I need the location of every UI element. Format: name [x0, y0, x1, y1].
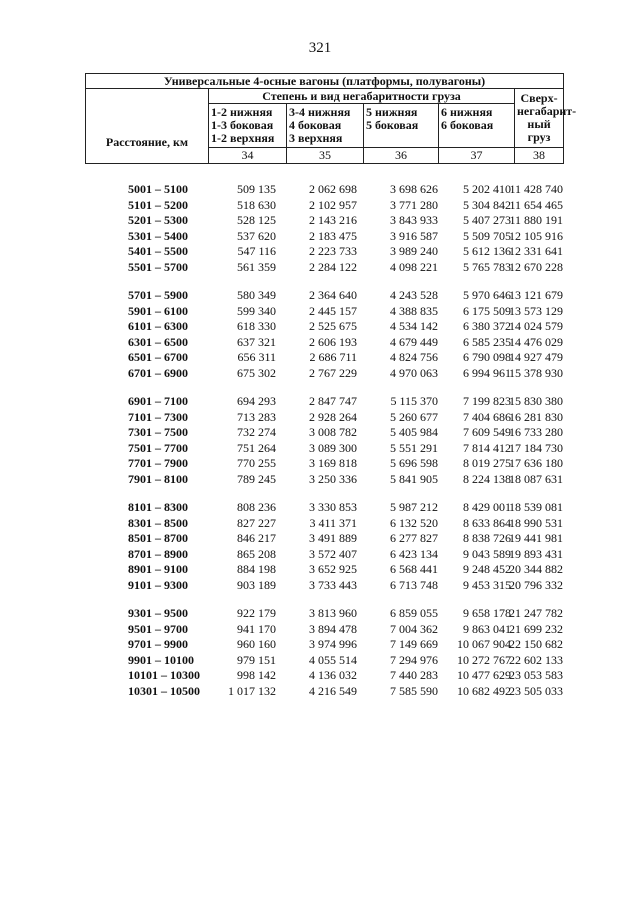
table-row [85, 366, 563, 382]
value-38: 22 602 133 [509, 652, 563, 667]
col-number-35: 35 [287, 148, 364, 164]
distance-range: 5701 – 5900 [128, 288, 188, 302]
table-row [85, 319, 563, 335]
col-number-37: 37 [439, 148, 515, 164]
value-36: 3 916 587 [390, 228, 438, 243]
value-37: 7 404 686 [463, 409, 511, 424]
value-36: 7 440 283 [390, 668, 438, 682]
value-35: 2 686 711 [309, 350, 357, 364]
table-title: Универсальные 4-осные вагоны (платформы, полувагоны) [86, 74, 564, 89]
row-group [85, 394, 563, 487]
value-34: 922 179 [237, 606, 276, 620]
value-35: 3 008 782 [309, 425, 357, 439]
value-37: 5 202 410 [463, 182, 511, 196]
col-header-34: 1-2 нижняя 1-3 боковая 1-2 верхняя [209, 104, 287, 148]
value-36: 3 843 933 [390, 213, 438, 227]
table-row [85, 472, 563, 488]
distance-range: 6901 – 7100 [128, 394, 188, 408]
distance-range: 7501 – 7700 [128, 440, 188, 455]
value-37: 8 633 864 [463, 515, 511, 530]
value-35: 3 813 960 [309, 606, 357, 620]
col-header-35: 3-4 нижняя 4 боковая 3 верхняя [287, 104, 364, 148]
table-row [85, 684, 563, 700]
table-row [85, 516, 563, 532]
value-35: 2 364 640 [309, 288, 357, 302]
distance-range: 5901 – 6100 [128, 303, 188, 318]
table-row [85, 260, 563, 276]
value-38: 18 539 081 [509, 500, 563, 514]
value-34: 1 017 132 [228, 683, 276, 698]
value-35: 4 055 514 [309, 652, 357, 667]
value-38: 13 121 679 [509, 288, 563, 302]
distance-range: 8301 – 8500 [128, 515, 188, 530]
value-34: 789 245 [237, 471, 276, 486]
value-38: 11 654 465 [509, 197, 563, 212]
value-37: 6 790 098 [463, 350, 511, 364]
table-row [85, 547, 563, 563]
distance-range: 6701 – 6900 [128, 365, 188, 380]
table-row [85, 606, 563, 622]
table-body [85, 182, 563, 712]
distance-range: 8701 – 8900 [128, 546, 188, 561]
value-37: 7 609 549 [463, 425, 511, 439]
distance-range: 9501 – 9700 [128, 621, 188, 636]
value-35: 2 183 475 [309, 228, 357, 243]
value-35: 3 894 478 [309, 621, 357, 636]
row-group [85, 606, 563, 699]
distance-range: 8101 – 8300 [128, 500, 188, 514]
distance-range: 10101 – 10300 [128, 668, 200, 682]
value-36: 4 824 756 [390, 350, 438, 364]
value-34: 528 125 [237, 213, 276, 227]
distance-range: 8501 – 8700 [128, 531, 188, 545]
value-35: 2 062 698 [309, 182, 357, 196]
row-group [85, 288, 563, 381]
value-36: 4 679 449 [390, 334, 438, 349]
value-38: 12 670 228 [509, 259, 563, 274]
value-34: 884 198 [237, 562, 276, 576]
value-36: 5 260 677 [390, 409, 438, 424]
value-37: 10 682 492 [457, 683, 511, 698]
value-37: 5 612 136 [463, 244, 511, 258]
value-36: 4 243 528 [390, 288, 438, 302]
value-37: 5 304 842 [463, 197, 511, 212]
value-35: 3 572 407 [309, 546, 357, 561]
value-38: 11 428 740 [509, 182, 563, 196]
value-38: 21 699 232 [509, 621, 563, 636]
value-35: 3 250 336 [309, 471, 357, 486]
value-37: 6 380 372 [463, 319, 511, 333]
value-37: 9 248 452 [463, 562, 511, 576]
value-34: 580 349 [237, 288, 276, 302]
value-38: 17 184 730 [509, 440, 563, 455]
value-38: 15 378 930 [509, 365, 563, 380]
value-38: 12 105 916 [509, 228, 563, 243]
value-35: 4 136 032 [309, 668, 357, 682]
table-row [85, 244, 563, 260]
value-37: 9 658 178 [463, 606, 511, 620]
value-38: 14 476 029 [509, 334, 563, 349]
value-34: 675 302 [237, 365, 276, 380]
value-35: 3 733 443 [309, 577, 357, 592]
value-34: 656 311 [237, 350, 276, 364]
value-36: 4 534 142 [390, 319, 438, 333]
value-37: 5 509 705 [463, 228, 511, 243]
distance-range: 8901 – 9100 [128, 562, 188, 576]
table-row [85, 653, 563, 669]
table-row [85, 622, 563, 638]
table-row [85, 350, 563, 366]
value-37: 8 429 001 [463, 500, 511, 514]
value-38: 11 880 191 [509, 213, 563, 227]
table-subtitle: Степень и вид негабаритности груза [209, 89, 515, 104]
value-34: 599 340 [237, 303, 276, 318]
col-number-34: 34 [209, 148, 287, 164]
value-38: 19 441 981 [509, 531, 563, 545]
table-row [85, 441, 563, 457]
value-34: 518 630 [237, 197, 276, 212]
value-36: 3 698 626 [390, 182, 438, 196]
value-38: 19 893 431 [509, 546, 563, 561]
value-36: 6 132 520 [390, 515, 438, 530]
value-37: 7 199 823 [463, 394, 511, 408]
table-row [85, 335, 563, 351]
value-34: 561 359 [237, 259, 276, 274]
value-37: 5 765 783 [463, 259, 511, 274]
value-38: 12 331 641 [509, 244, 563, 258]
value-34: 713 283 [237, 409, 276, 424]
distance-range: 7101 – 7300 [128, 409, 188, 424]
value-34: 960 160 [237, 637, 276, 651]
value-35: 3 974 996 [309, 637, 357, 651]
table-row [85, 562, 563, 578]
distance-range: 9301 – 9500 [128, 606, 188, 620]
value-35: 3 169 818 [309, 456, 357, 470]
distance-range: 5501 – 5700 [128, 259, 188, 274]
value-34: 618 330 [237, 319, 276, 333]
distance-header: Расстояние, км [86, 89, 209, 164]
value-35: 2 928 264 [309, 409, 357, 424]
distance-range: 7301 – 7500 [128, 425, 188, 439]
value-36: 6 568 441 [390, 562, 438, 576]
value-38: 20 344 882 [509, 562, 563, 576]
distance-range: 9101 – 9300 [128, 577, 188, 592]
value-35: 4 216 549 [309, 683, 357, 698]
value-35: 2 102 957 [309, 197, 357, 212]
value-36: 7 004 362 [390, 621, 438, 636]
value-38: 14 024 579 [509, 319, 563, 333]
value-36: 6 277 827 [390, 531, 438, 545]
col-header-37: 6 нижняя 6 боковая [439, 104, 515, 148]
value-37: 10 477 629 [457, 668, 511, 682]
value-36: 5 841 905 [390, 471, 438, 486]
table-row [85, 198, 563, 214]
col-number-36: 36 [364, 148, 439, 164]
value-36: 3 989 240 [390, 244, 438, 258]
value-36: 7 585 590 [390, 683, 438, 698]
distance-range: 5101 – 5200 [128, 197, 188, 212]
value-34: 941 170 [237, 621, 276, 636]
value-38: 18 087 631 [509, 471, 563, 486]
value-34: 865 208 [237, 546, 276, 561]
col-header-38: Сверх- негабарит- ный груз [515, 89, 564, 148]
value-34: 903 189 [237, 577, 276, 592]
value-35: 3 411 371 [309, 515, 357, 530]
table-row [85, 637, 563, 653]
distance-range: 5401 – 5500 [128, 244, 188, 258]
value-36: 4 098 221 [390, 259, 438, 274]
table-row [85, 410, 563, 426]
value-35: 2 284 122 [309, 259, 357, 274]
page-number: 321 [308, 40, 332, 56]
value-38: 17 636 180 [509, 456, 563, 470]
value-34: 694 293 [237, 394, 276, 408]
value-37: 6 585 235 [463, 334, 511, 349]
value-34: 637 321 [237, 334, 276, 349]
value-34: 537 620 [237, 228, 276, 243]
value-36: 3 771 280 [390, 197, 438, 212]
distance-range: 6101 – 6300 [128, 319, 188, 333]
value-38: 13 573 129 [509, 303, 563, 318]
value-35: 3 330 853 [309, 500, 357, 514]
value-35: 2 143 216 [309, 213, 357, 227]
row-group [85, 182, 563, 275]
value-35: 2 445 157 [309, 303, 357, 318]
table-row [85, 182, 563, 198]
col-header-36: 5 нижняя 5 боковая [364, 104, 439, 148]
value-38: 16 733 280 [509, 425, 563, 439]
value-34: 547 116 [237, 244, 276, 258]
distance-range: 9701 – 9900 [128, 637, 188, 651]
distance-range: 9901 – 10100 [128, 652, 194, 667]
distance-range: 7701 – 7900 [128, 456, 188, 470]
value-35: 3 089 300 [309, 440, 357, 455]
value-37: 9 453 315 [463, 577, 511, 592]
distance-range: 5301 – 5400 [128, 228, 188, 243]
distance-range: 5001 – 5100 [128, 182, 188, 196]
value-36: 4 388 835 [390, 303, 438, 318]
value-37: 8 838 726 [463, 531, 511, 545]
value-36: 5 115 370 [390, 394, 438, 408]
value-38: 14 927 479 [509, 350, 563, 364]
value-35: 2 767 229 [309, 365, 357, 380]
value-37: 10 067 904 [457, 637, 511, 651]
table-row [85, 456, 563, 472]
value-36: 7 294 976 [390, 652, 438, 667]
value-38: 22 150 682 [509, 637, 563, 651]
value-36: 6 713 748 [390, 577, 438, 592]
table-row [85, 531, 563, 547]
value-36: 5 551 291 [390, 440, 438, 455]
value-34: 808 236 [237, 500, 276, 514]
table-row [85, 304, 563, 320]
table-row [85, 500, 563, 516]
value-36: 4 970 063 [390, 365, 438, 380]
value-38: 20 796 332 [509, 577, 563, 592]
value-36: 5 987 212 [390, 500, 438, 514]
table-header [85, 73, 577, 164]
value-38: 15 830 380 [509, 394, 563, 408]
table-row [85, 288, 563, 304]
value-35: 2 847 747 [309, 394, 357, 408]
value-37: 5 970 646 [463, 288, 511, 302]
col-number-38: 38 [515, 148, 564, 164]
value-34: 732 274 [237, 425, 276, 439]
value-34: 827 227 [237, 515, 276, 530]
value-34: 979 151 [237, 652, 276, 667]
value-38: 21 247 782 [509, 606, 563, 620]
distance-range: 7901 – 8100 [128, 471, 188, 486]
value-34: 751 264 [237, 440, 276, 455]
distance-range: 6301 – 6500 [128, 334, 188, 349]
value-36: 7 149 669 [390, 637, 438, 651]
table-row [85, 213, 563, 229]
value-34: 998 142 [237, 668, 276, 682]
value-38: 18 990 531 [509, 515, 563, 530]
value-36: 5 405 984 [390, 425, 438, 439]
value-37: 7 814 412 [463, 440, 511, 455]
value-35: 3 491 889 [309, 531, 357, 545]
value-37: 10 272 767 [457, 652, 511, 667]
table-row [85, 578, 563, 594]
value-35: 2 223 733 [309, 244, 357, 258]
distance-range: 5201 – 5300 [128, 213, 188, 227]
value-37: 5 407 273 [463, 213, 511, 227]
distance-range: 6501 – 6700 [128, 350, 188, 364]
value-35: 2 525 675 [309, 319, 357, 333]
value-36: 5 696 598 [390, 456, 438, 470]
value-38: 23 505 033 [509, 683, 563, 698]
value-37: 6 994 961 [463, 365, 511, 380]
row-group [85, 500, 563, 593]
value-37: 9 863 041 [463, 621, 511, 636]
value-38: 16 281 830 [509, 409, 563, 424]
value-37: 6 175 509 [463, 303, 511, 318]
value-36: 6 423 134 [390, 546, 438, 561]
table-row [85, 668, 563, 684]
value-37: 9 043 589 [463, 546, 511, 561]
value-36: 6 859 055 [390, 606, 438, 620]
value-34: 846 217 [237, 531, 276, 545]
table-row [85, 229, 563, 245]
distance-range: 10301 – 10500 [128, 683, 200, 698]
value-35: 3 652 925 [309, 562, 357, 576]
value-34: 509 135 [237, 182, 276, 196]
value-37: 8 019 275 [463, 456, 511, 470]
value-37: 8 224 138 [463, 471, 511, 486]
value-38: 23 053 583 [509, 668, 563, 682]
table-row [85, 394, 563, 410]
table-row [85, 425, 563, 441]
value-34: 770 255 [237, 456, 276, 470]
value-35: 2 606 193 [309, 334, 357, 349]
